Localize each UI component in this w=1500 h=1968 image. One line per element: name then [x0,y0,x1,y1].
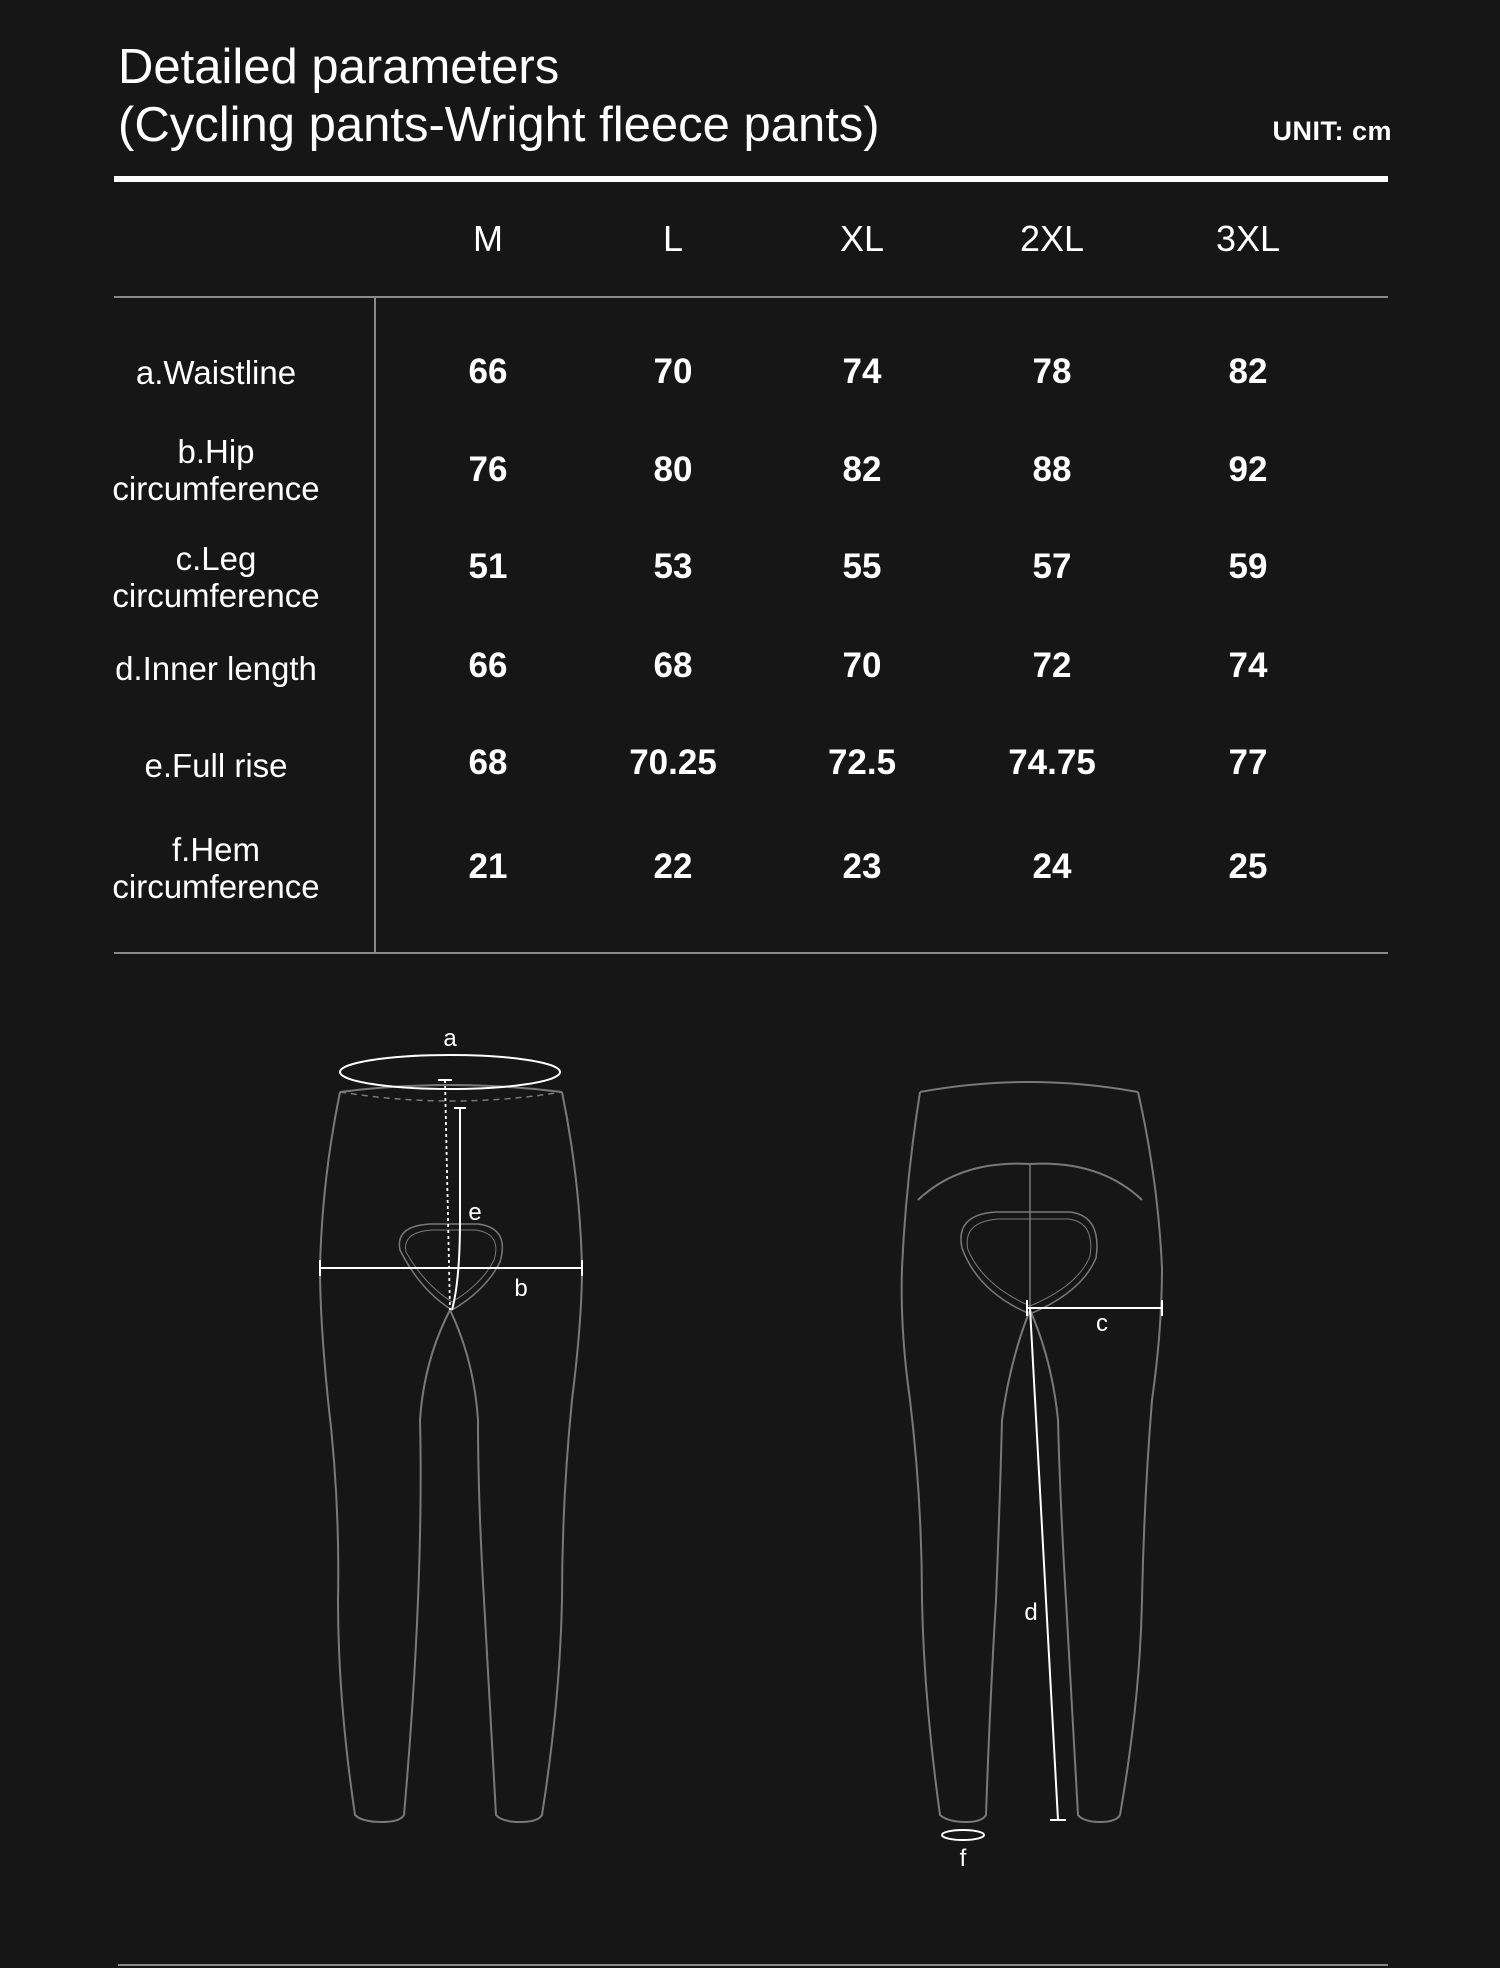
row-label-text: a.Waistline [135,354,297,391]
row-label-text: c.Leg [175,540,257,577]
table-cell: 74.75 [1008,743,1096,782]
front-measure-lines [320,1055,582,1310]
label-c: c [1096,1310,1108,1337]
table-cell: 22 [653,847,693,886]
table-cell: 51 [468,547,508,586]
row-label-text: circumference [112,868,320,905]
table-cell: 82 [1228,352,1268,391]
label-a: a [443,1025,457,1052]
table-cell: 76 [468,450,508,489]
table-cell: 77 [1228,743,1268,782]
row-label-text: circumference [112,577,320,614]
table-cell: 92 [1228,450,1268,489]
size-header-2xl: 2XL [1019,218,1085,259]
table-cell: 88 [1032,450,1072,489]
table-cell: 25 [1228,847,1268,886]
table-cell: 68 [653,646,693,685]
back-pants-outline [902,1082,1162,1822]
table-cell: 70 [842,646,882,685]
row-label-text: circumference [112,470,320,507]
table-cell: 70.25 [629,743,717,782]
label-e: e [468,1199,482,1226]
row-label-text: d.Inner length [115,650,317,687]
row-label-text: e.Full rise [144,747,288,784]
table-cell: 59 [1228,547,1268,586]
row-label-text: b.Hip [177,433,255,470]
table-cell: 57 [1032,547,1072,586]
size-header-m: M [473,218,503,259]
table-cell: 72.5 [827,743,897,782]
label-f: f [959,1845,967,1872]
table-cell: 66 [468,352,508,391]
table-cell: 66 [468,646,508,685]
table-cell: 70 [653,352,693,391]
table-cell: 74 [842,352,882,391]
page-bottom-divider [118,1964,1388,1966]
label-b: b [514,1275,528,1302]
table-cell: 78 [1032,352,1072,391]
size-header-3xl: 3XL [1215,218,1281,259]
unit-label: UNIT: cm [1272,116,1392,146]
table-cell: 68 [468,743,508,782]
table-cell: 21 [468,847,508,886]
table-cell: 23 [842,847,882,886]
row-label-text: f.Hem [171,831,260,868]
table-cell: 74 [1228,646,1268,685]
size-header-l: L [662,218,684,259]
table-cell: 53 [653,547,693,586]
title-line-2: (Cycling pants-Wright fleece pants) [118,98,880,152]
size-header-xl: XL [839,218,885,259]
table-cell: 55 [842,547,882,586]
table-cell: 82 [842,450,882,489]
table-cell: 72 [1032,646,1072,685]
title-line-1: Detailed parameters [118,40,560,94]
label-d: d [1024,1599,1038,1626]
front-pants-outline [320,1085,582,1822]
table-cell: 80 [653,450,693,489]
table-cell: 24 [1032,847,1072,886]
